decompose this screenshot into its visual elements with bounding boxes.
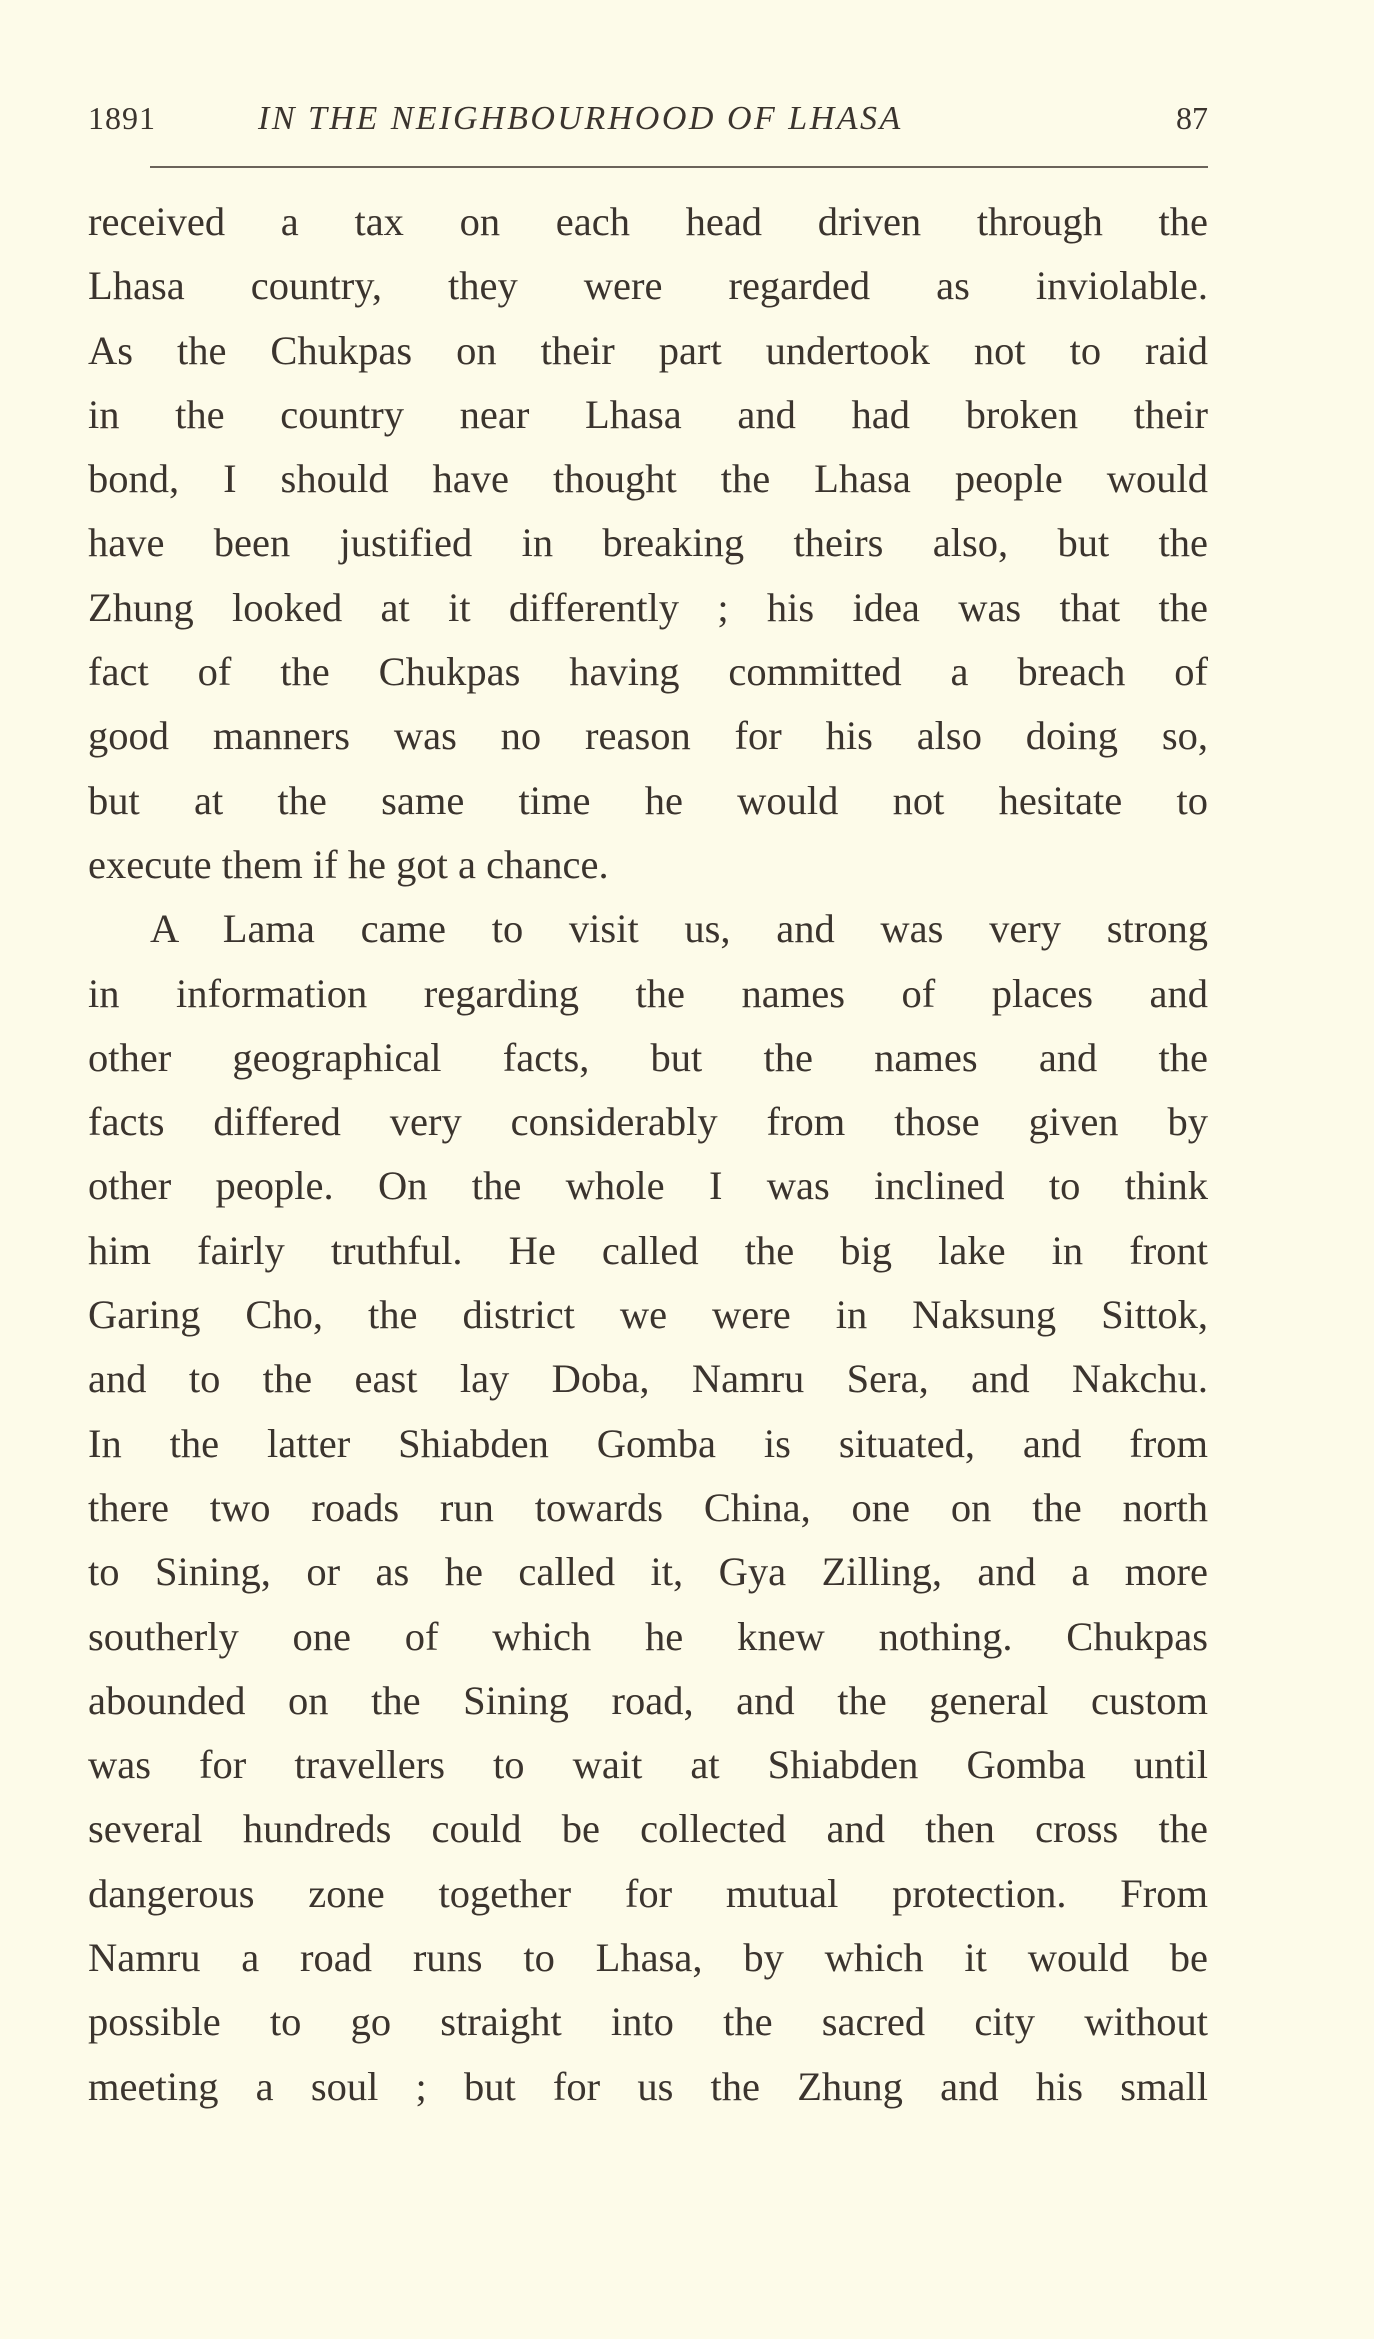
paragraph-1 (88, 190, 1208, 897)
text-line: to Sining, or as he called it, Gya Zilling, and a more (88, 1549, 1208, 1595)
text-line: dangerous zone together for mutual protection. From (88, 1870, 1208, 1916)
paragraph-2 (88, 897, 1208, 2119)
header-rule (150, 166, 1208, 168)
text-line: other people. On the whole I was inclined to think (88, 1163, 1208, 1209)
text-line: received a tax on each head driven through the (88, 199, 1208, 244)
page-header (88, 100, 1208, 148)
body-text (88, 190, 1208, 2119)
text-line: possible to go straight into the sacred city without (88, 1999, 1208, 2045)
text-line: but at the same time he would not hesitate to (88, 777, 1208, 823)
text-line: Zhung looked at it differently ; his idea was that the (88, 584, 1208, 630)
text-line: As the Chukpas on their part undertook not to raid (88, 327, 1208, 373)
text-line: good manners was no reason for his also doing so, (88, 713, 1208, 759)
text-line: in information regarding the names of places and (88, 970, 1208, 1016)
text-line: was for travellers to wait at Shiabden Gomba until (88, 1742, 1208, 1788)
text-line: fact of the Chukpas having committed a breach of (88, 649, 1208, 695)
text-line: meeting a soul ; but for us the Zhung and his small (88, 2063, 1208, 2109)
text-line: several hundreds could be collected and then cross the (88, 1806, 1208, 1852)
text-line: Namru a road runs to Lhasa, by which it would be (88, 1935, 1208, 1981)
text-line: have been justified in breaking theirs also, but the (88, 520, 1208, 566)
text-line: In the latter Shiabden Gomba is situated, and from (88, 1420, 1208, 1466)
running-title: IN THE NEIGHBOURHOOD OF LHASA (258, 100, 903, 137)
text-line: facts differed very considerably from those given by (88, 1099, 1208, 1145)
text-line: other geographical facts, but the names and the (88, 1034, 1208, 1080)
text-line: execute them if he got a chance. (88, 841, 609, 887)
text-line: southerly one of which he knew nothing. Chukpas (88, 1613, 1208, 1659)
text-line: him fairly truthful. He called the big lake in front (88, 1227, 1208, 1273)
text-line: there two roads run towards China, one on the north (88, 1484, 1208, 1530)
text-line: A Lama came to visit us, and was very strong (150, 906, 1208, 952)
page-number: 87 (1176, 100, 1208, 136)
text-line: Lhasa country, they were regarded as inviolable. (88, 263, 1208, 309)
header-year: 1891 (88, 100, 156, 136)
text-line: in the country near Lhasa and had broken their (88, 391, 1208, 437)
text-line: bond, I should have thought the Lhasa people would (88, 456, 1208, 502)
text-line: and to the east lay Doba, Namru Sera, and Nakchu. (88, 1356, 1208, 1402)
text-line: Garing Cho, the district we were in Naksung Sittok, (88, 1292, 1208, 1338)
text-line: abounded on the Sining road, and the general custom (88, 1677, 1208, 1723)
